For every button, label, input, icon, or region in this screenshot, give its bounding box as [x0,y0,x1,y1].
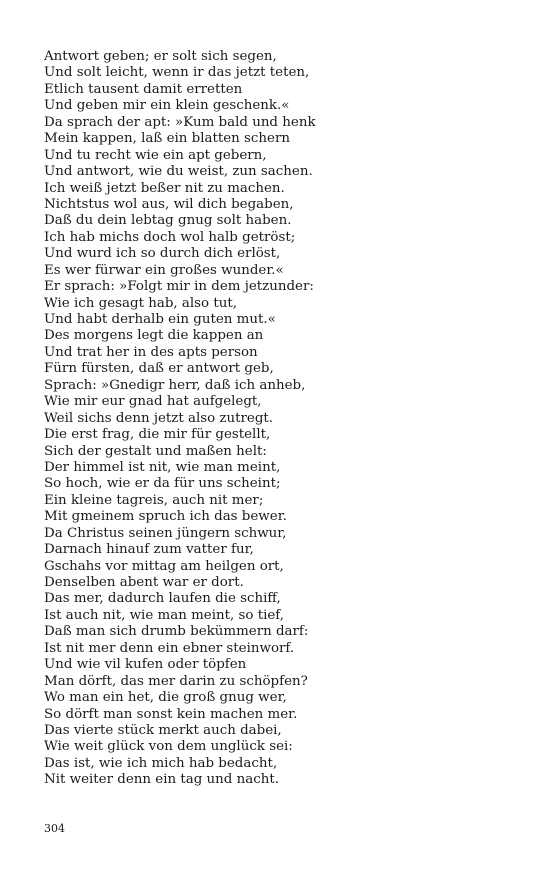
poem-line: Da sprach der apt: »Kum bald und henk [44,114,316,130]
poem-line: Ich hab michs doch wol halb getröst; [44,229,296,245]
poem-line: Das ist, wie ich mich hab bedacht, [44,755,278,771]
poem-line: Und geben mir ein klein geschenk.« [44,98,290,114]
page-number: 304 [44,822,65,835]
poem-line: Fürn fürsten, daß er antwort geb, [44,361,274,377]
poem-line: Ich weiß jetzt beßer nit zu machen. [44,180,285,196]
poem-line: Weil sichs denn jetzt also zutregt. [44,410,274,426]
poem-line: Des morgens legt die kappen an [44,328,264,344]
poem-line: Wie ich gesagt hab, also tut, [44,295,238,311]
poem-line: Und trat her in des apts person [44,344,258,360]
poem-line: Darnach hinauf zum vatter fur, [44,542,254,558]
poem-line: Und habt derhalb ein guten mut.« [44,312,276,327]
poem-line: So dörft man sonst kein machen mer. [44,706,298,722]
poem-line: Da Christus seinen jüngern schwur, [44,525,287,541]
poem-line: Man dörft, das mer darin zu schöpfen? [44,673,308,689]
poem-line: Und solt leicht, wenn ir das jetzt teten, [44,65,310,81]
poem-line: Wie mir eur gnad hat aufgelegt, [44,394,262,410]
poem-line: Nit weiter denn ein tag und nacht. [44,772,279,788]
poem-line: Und antwort, wie du weist, zun sachen. [44,164,313,180]
poem-line: Mein kappen, laß ein blatten schern [44,131,291,147]
poem-line: Es wer fürwar ein großes wunder.« [44,262,284,278]
poem-line: Und wurd ich so durch dich erlöst, [44,246,281,262]
poem-line: Das vierte stück merkt auch dabei, [44,722,282,738]
poem-line: Ist nit mer denn ein ebner steinworf. [44,640,295,656]
poem-line: Das mer, dadurch laufen die schiff, [44,591,281,607]
poem-line: Daß du dein lebtag gnug solt haben. [44,213,292,229]
poem-line: Nichtstus wol aus, wil dich begaben, [44,196,294,212]
poem-line: So hoch, wie er da für uns scheint; [44,476,281,492]
poem-line: Sich der gestalt und maßen helt: [44,443,267,459]
poem-line: Wo man ein het, die groß gnug wer, [44,690,287,706]
poem-line: Etlich tausent damit erretten [44,81,243,97]
poem-line: Er sprach: »Folgt mir in dem jetzunder: [44,279,314,295]
poem-line: Der himmel ist nit, wie man meint, [44,459,281,475]
poem-line: Ein kleine tagreis, auch nit mer; [44,492,264,508]
poem-line: Gschahs vor mittag am heilgen ort, [44,558,284,574]
poem-line: Daß man sich drumb bekümmern darf: [44,624,309,640]
poem-line: Mit gmeinem spruch ich das bewer. [44,509,287,525]
poem-line: Ist auch nit, wie man meint, so tief, [44,607,285,623]
poem-line: Wie weit glück von dem unglück sei: [44,739,293,755]
poem-line: Die erst frag, die mir für gestellt, [44,427,271,443]
poem-line: Und wie vil kufen oder töpfen [44,657,247,673]
poem-line: Sprach: »Gnedigr herr, daß ich anheb, [44,377,306,393]
poem-line: Und tu recht wie ein apt gebern, [44,147,267,163]
poem-text [44,49,504,789]
poem-line: Antwort geben; er solt sich segen, [44,49,277,64]
poem-line: Denselben abent war er dort. [44,575,244,590]
